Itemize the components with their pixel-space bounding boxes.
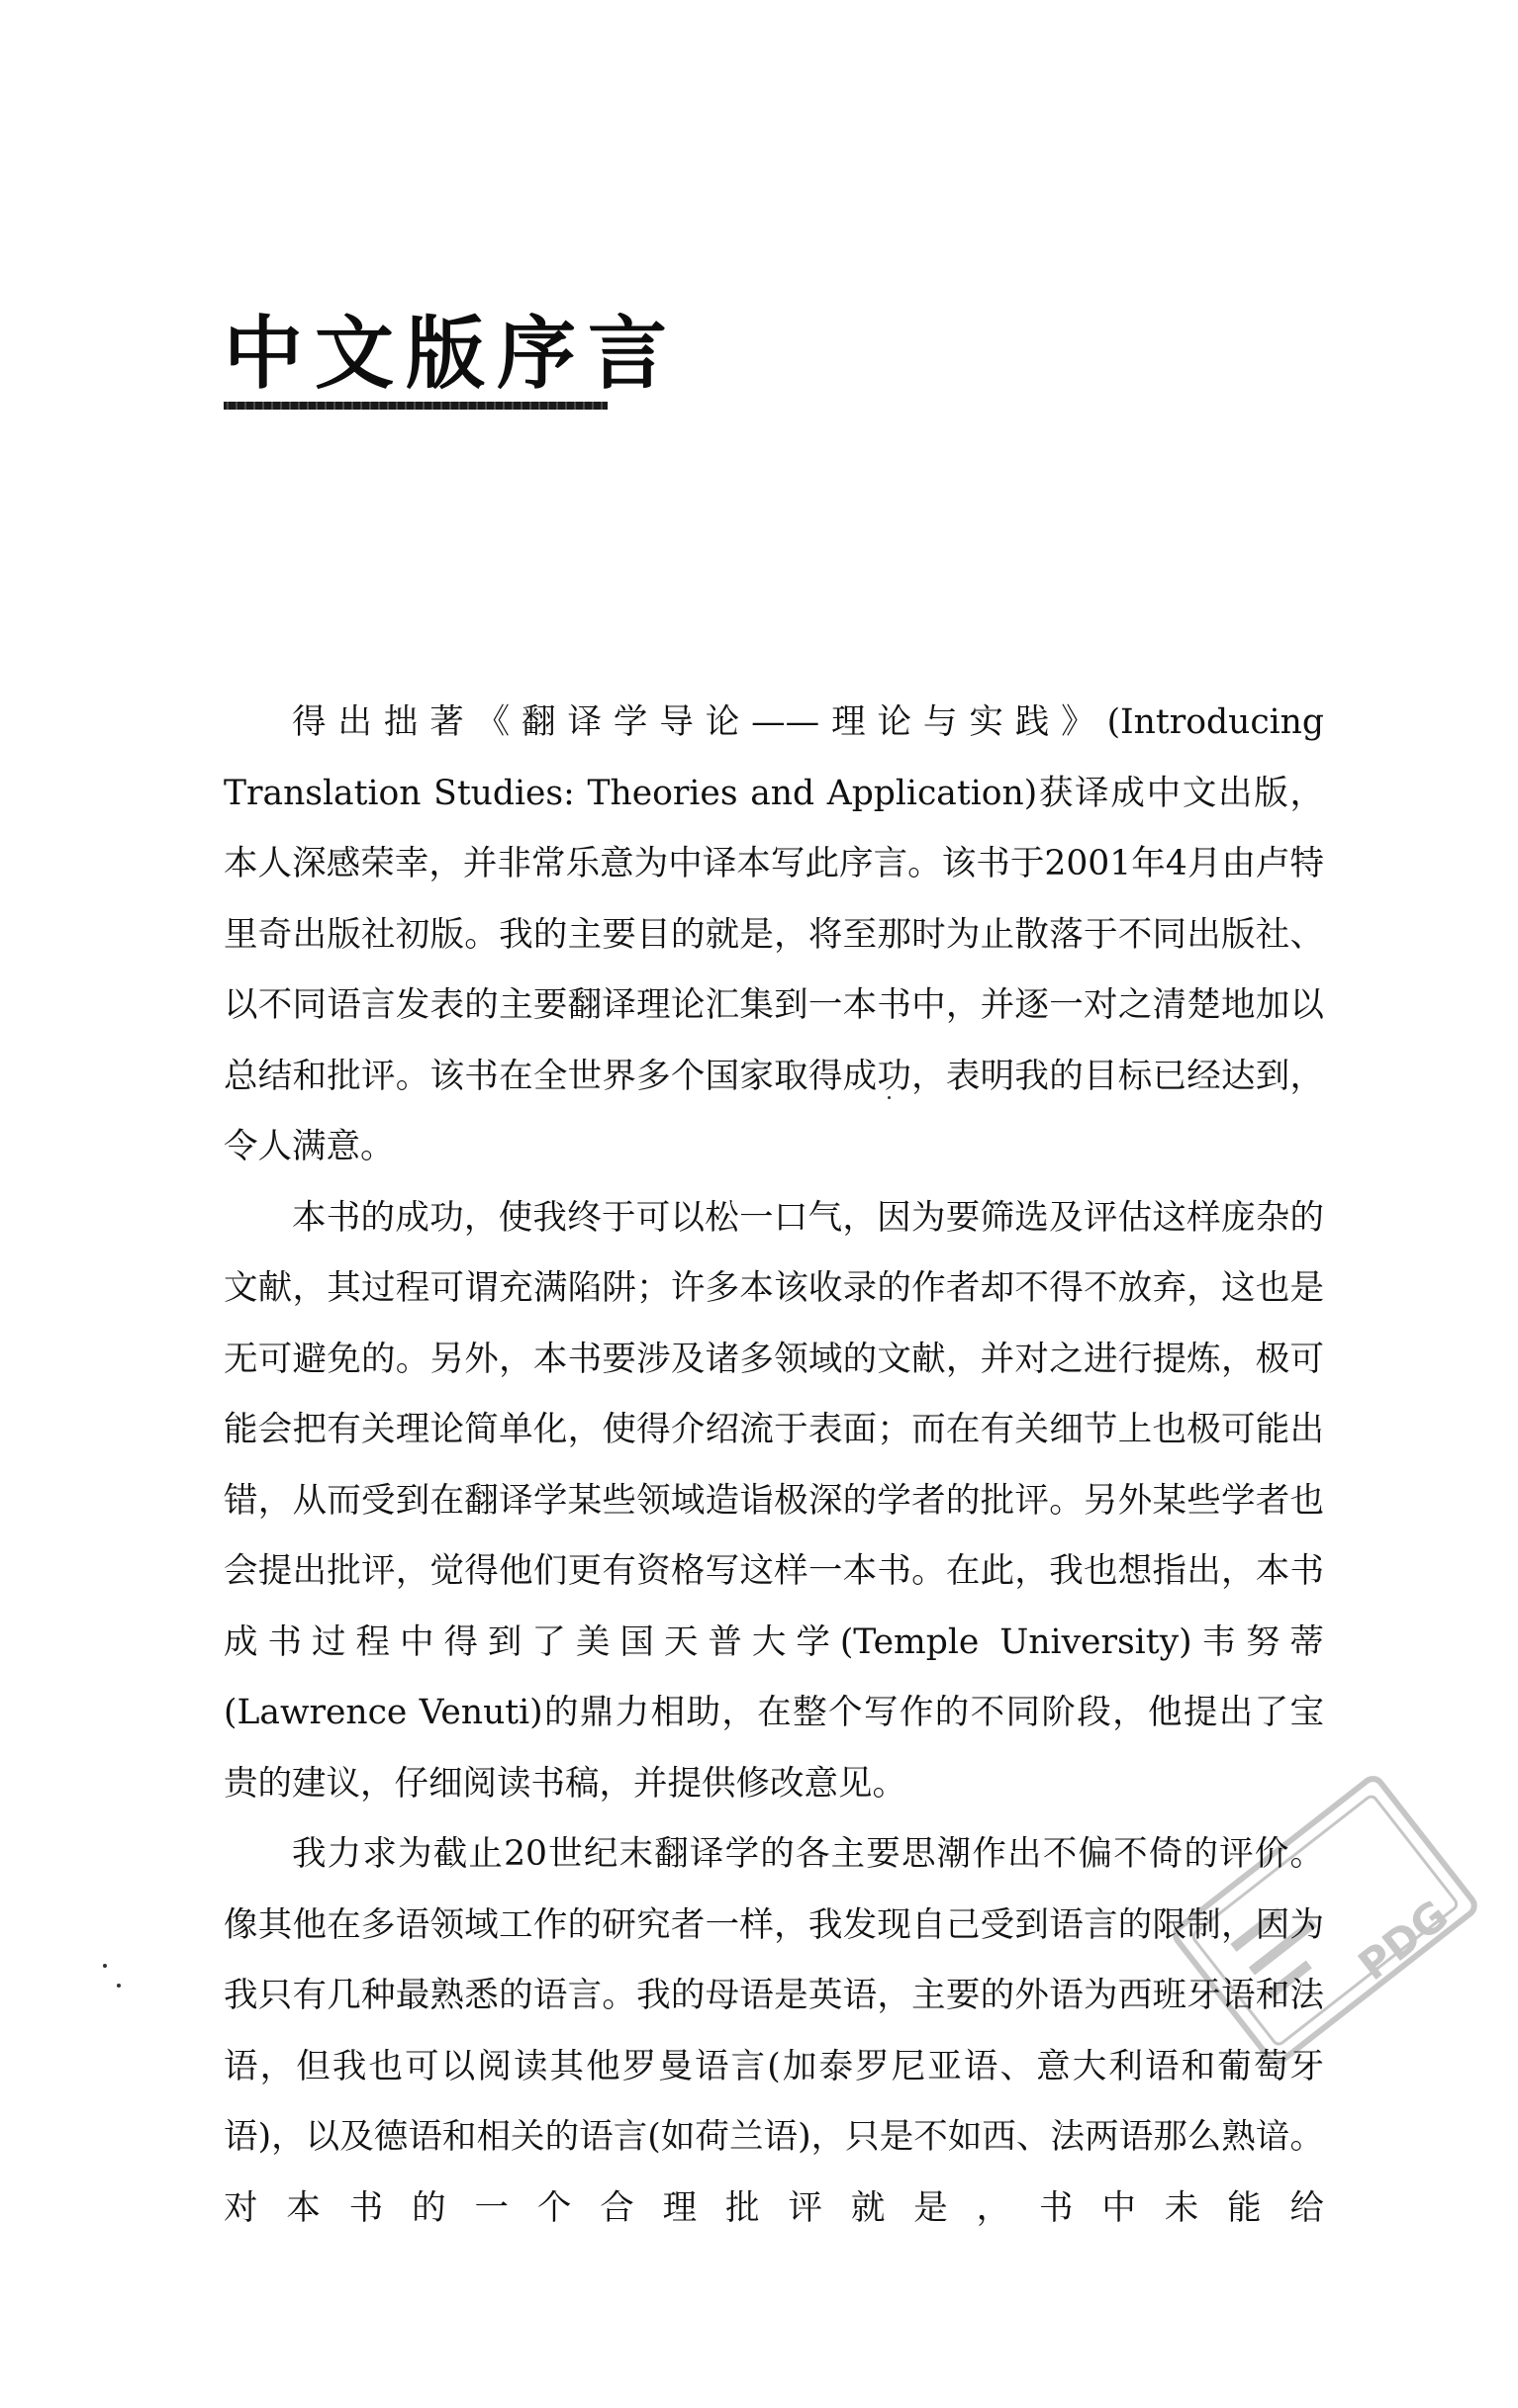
title-underline xyxy=(224,402,608,410)
watermark-text: PDG xyxy=(1349,1890,1458,1991)
scan-speck xyxy=(117,1984,121,1988)
paragraph-2: 本书的成功，使我终于可以松一口气，因为要筛选及评估这样庞杂的文献，其过程可谓充满陷阱；许多本该收录的作者却不得不放弃，这也是无可避免的。另外，本书要涉及诸多领域的文献，并对之进行提炼，极可能会把有关理论简单化，使得介绍流于表面；而在有关细节上也极可能出错，从而受到在翻译学某些领域造诣极深的学者的批评。另外某些学者也会提出批评，觉得他们更有资格写这样一本书。在此，我也想指出，本书成书过程中得到了美国天普大学(Temple University)韦努蒂(Lawrence Venuti)的鼎力相助，在整个写作的不同阶段，他提出了宝贵的建议，仔细阅读书稿，并提供修改意见。 xyxy=(224,1197,1324,1804)
scan-speck xyxy=(888,1096,891,1099)
paragraph-1: 得出拙著《翻译学导论——理论与实践》(Introducing Translation Studies: Theories and Application)获译成中文出版，本人深感荣幸，并非常乐意为中译本写此序言。该书于2001年4月由卢特里奇出版社初版。我的主要目的就是，将至那时为止散落于不同出版社、以不同语言发表的主要翻译理论汇集到一本书中，并逐一对之清楚地加以总结和批评。该书在全世界多个国家取得成功，表明我的目标已经达到，令人满意。 xyxy=(224,702,1324,1166)
paragraph-3: 我力求为截止20世纪末翻译学的各主要思潮作出不偏不倚的评价。像其他在多语领域工作的研究者一样，我发现自己受到语言的限制，因为我只有几种最熟悉的语言。我的母语是英语，主要的外语为西班牙语和法语，但我也可以阅读其他罗曼语言(加泰罗尼亚语、意大利语和葡萄牙语)，以及德语和相关的语言(如荷兰语)，只是不如西、法两语那么熟谙。对本书的一个合理批评就是，书中未能给 xyxy=(224,1834,1324,2228)
chapter-title: 中文版序言 xyxy=(224,308,679,400)
body-text xyxy=(224,688,1324,2244)
scan-speck xyxy=(103,1964,107,1968)
